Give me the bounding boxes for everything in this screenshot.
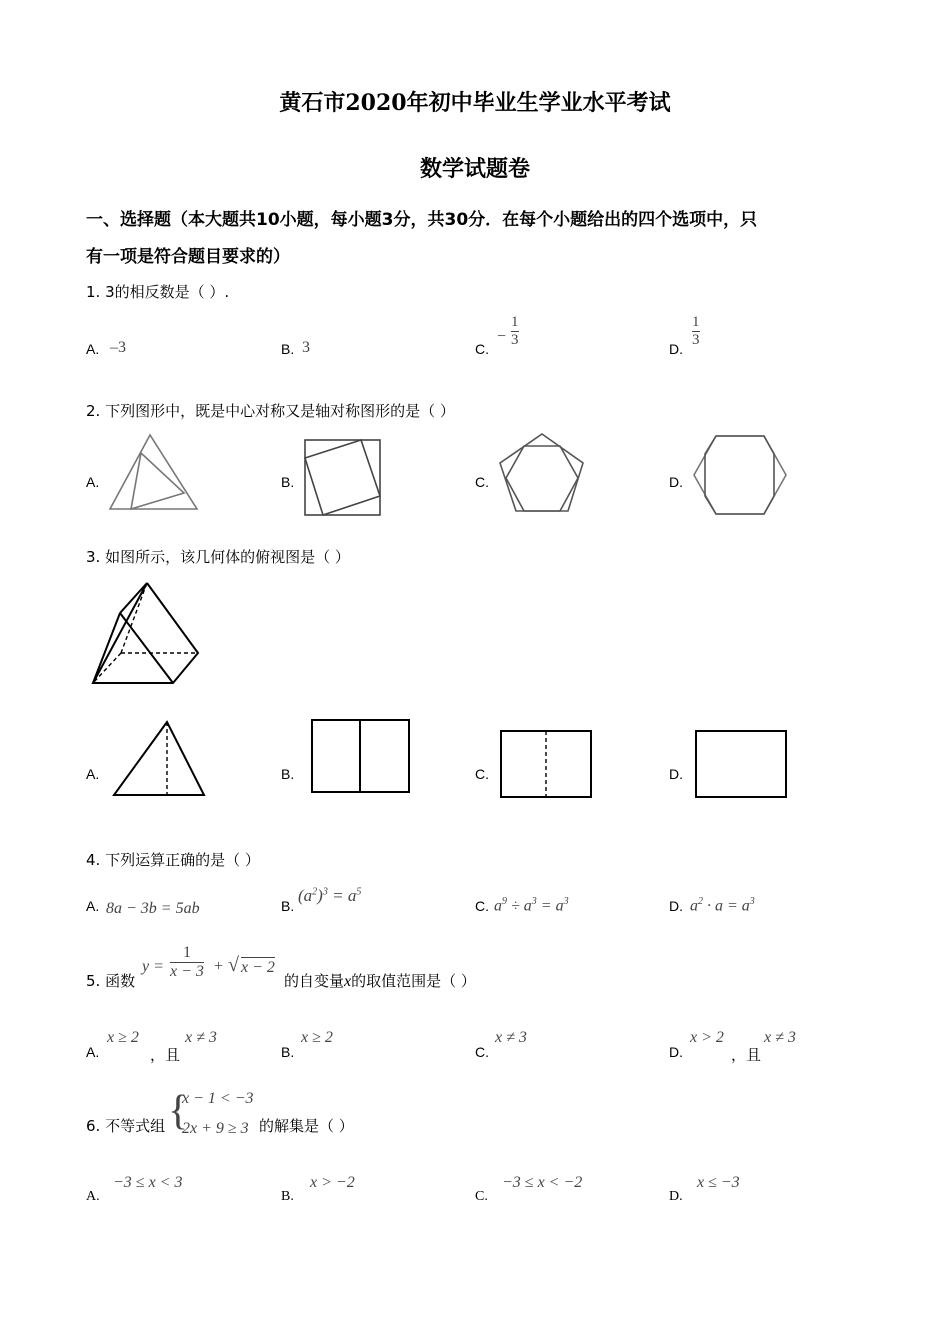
q4-d-t2: · a = a [707,897,750,915]
q4-b-base: a [303,886,313,905]
q5-label-a: A. [86,1044,100,1060]
q4-c-e2: 3 [531,896,537,907]
q5-option-a1: x ≥ 2 [107,1029,139,1046]
q4-label-a: A. [86,898,100,914]
q3-option-a-triangle [112,720,208,798]
q3-solid-figure [90,580,205,688]
q5-radicand: x − 2 [241,959,275,976]
q4-b-rhs-exp: 5 [356,886,362,898]
section-heading-line1: 一、选择题（本大题共10小题，每小题3分，共30分．在每个小题给出的四个选项中，只 [86,210,758,230]
q4-d-e1: 2 [698,896,703,907]
page-title: 黄石市2020年初中毕业生学业水平考试 [279,90,671,116]
q4-stem: 4. 下列运算正确的是（ ） [86,851,260,869]
q5-label-b: B. [281,1044,295,1060]
q6-option-b: x > −2 [310,1174,355,1191]
q2-figure-hexagon-octagon [692,434,788,518]
q1-label-c: C. [475,341,489,357]
q6-option-d: x ≤ −3 [697,1174,740,1191]
q6-brace: { [168,1088,189,1134]
q6-option-a: −3 ≤ x < 3 [113,1174,183,1191]
q6-line1: x − 1 < −3 [182,1090,254,1107]
q4-label-b: B. [281,898,295,914]
q5-option-d2: x ≠ 3 [764,1029,796,1046]
q4-d-t1: a [690,897,698,915]
q5-prefix: 5. 函数 [86,972,136,990]
q2-label-c: C. [475,474,489,490]
q4-option-b: $(a^2)^3 = a^5$ [298,886,362,905]
q4-label-c: C. [475,898,489,914]
q5-suffix-text: 的自变量 [284,972,345,990]
q5-option-c: x ≠ 3 [495,1029,527,1046]
q2-label-b: B. [281,474,295,490]
q4-c-t2: ÷ a [511,897,532,915]
q5-var: x [344,973,352,990]
q1-option-a: –3 [110,339,126,356]
q3-option-c-rectangle [499,729,593,799]
q6-label-d: D. [669,1189,683,1204]
q6-label-b: B. [281,1189,294,1204]
q2-figure-square-inscribed [303,438,383,518]
q4-b-exp1: 2 [312,886,318,898]
q5-sqrt-sign: √ [228,954,239,976]
q2-figure-triangle-inscribed [108,433,200,513]
q4-d-e2: 3 [749,896,755,907]
q4-option-c [494,896,569,915]
q5-option-b: x ≥ 2 [301,1029,333,1046]
q6-label-c: C. [475,1189,488,1204]
q3-label-c: C. [475,766,489,782]
q5-num: 1 [182,944,191,961]
q3-option-d-rectangle [694,729,788,799]
q5-y: y = [142,958,164,975]
q4-c-t1: a [494,897,502,915]
page-subtitle: 数学试题卷 [419,156,530,182]
q1-option-c-sign: − [497,328,507,345]
q1-label-b: B. [281,341,295,357]
q1-c-num: 1 [511,314,519,330]
q1-option-d-fraction [692,314,700,349]
q1-label-d: D. [669,341,683,357]
section-heading-line2: 有一项是符合题目要求的） [86,247,290,267]
q5-option-a2: x ≠ 3 [185,1029,217,1046]
q3-option-b-rectangle [310,718,411,794]
q5-option-d1: x > 2 [690,1029,724,1046]
q1-option-b: 3 [302,339,310,356]
q6-option-c: −3 ≤ x < −2 [502,1174,583,1191]
q2-figure-pentagon-hexagon [498,432,588,514]
q2-label-d: D. [669,474,683,490]
q1-label-a: A. [86,341,100,357]
q5-option-d-and: ，且 [731,1046,762,1064]
q1-d-num: 1 [692,314,700,330]
q4-option-d [690,896,755,915]
q4-b-exp2: 3 [322,886,328,898]
q4-option-a: 8a − 3b = 5ab [106,900,200,917]
q5-label-d: D. [669,1044,683,1060]
q5-suffix2-text: 的取值范围是（ ） [351,972,476,990]
q4-c-t3: = a [540,897,564,915]
q5-fraction [170,944,204,981]
q2-stem: 2. 下列图形中，既是中心对称又是轴对称图形的是（ ） [86,402,455,420]
q1-option-c-fraction [511,314,519,349]
q4-c-e3: 3 [563,896,569,907]
q5-suffix [284,970,476,991]
q4-label-d: D. [669,898,683,914]
q4-c-e1: 9 [502,896,507,907]
q6-line2: 2x + 9 ≥ 3 [182,1120,249,1137]
q5-den: x − 3 [170,963,204,980]
q5-plus: + [214,958,224,975]
q3-label-a: A. [86,766,100,782]
q3-stem: 3. 如图所示，该几何体的俯视图是（ ） [86,548,350,566]
q6-label-a: A. [86,1189,100,1204]
q6-suffix: 的解集是（ ） [259,1117,354,1135]
q6-prefix: 6. 不等式组 [86,1117,166,1135]
q1-stem: 1. 3的相反数是（ ）. [86,283,230,301]
q5-label-c: C. [475,1044,489,1060]
q1-d-den: 3 [692,332,700,348]
q3-label-b: B. [281,766,295,782]
q3-label-d: D. [669,766,683,782]
q4-b-rhs: = a [332,886,357,905]
q1-c-den: 3 [511,332,519,348]
q2-label-a: A. [86,474,100,490]
q5-option-a-and: ，且 [150,1046,181,1064]
